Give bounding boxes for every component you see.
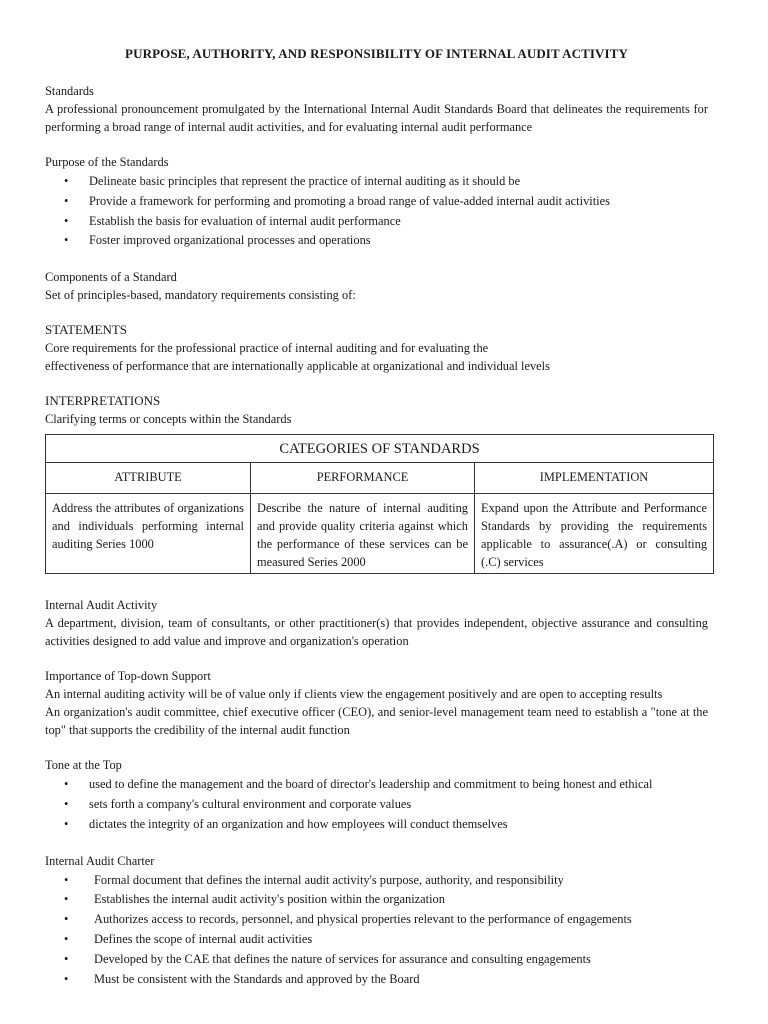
standards-section bbox=[45, 82, 708, 136]
bullet-icon: • bbox=[64, 213, 69, 228]
bullet-icon: • bbox=[64, 777, 69, 792]
cell-implementation: Expand upon the Attribute and Performance Standards by providing the requirements applicable to assurance(.A) or consulting (.C) services bbox=[475, 494, 714, 574]
bullet-icon: • bbox=[64, 816, 69, 831]
interpretations-heading: INTERPRETATIONS bbox=[45, 393, 161, 409]
list-item: • Must be consistent with the Standards and approved by the Board bbox=[45, 970, 708, 990]
list-item: • Formal document that defines the internal audit activity's purpose, authority, and responsibility bbox=[45, 871, 708, 891]
tone-at-top-section bbox=[45, 756, 708, 834]
list-item: • Delineate basic principles that represent the practice of internal auditing as it should be bbox=[45, 172, 708, 192]
tone-at-top-heading: Tone at the Top bbox=[45, 758, 122, 773]
charter-list bbox=[45, 871, 708, 990]
bullet-icon: • bbox=[64, 892, 69, 907]
interpretations-section bbox=[45, 392, 708, 428]
cell-performance: Describe the nature of internal auditing and provide quality criteria against which the performance of these services can be measured Series 2000 bbox=[251, 494, 475, 574]
bullet-icon: • bbox=[64, 174, 69, 188]
table-row bbox=[46, 494, 714, 574]
list-item: • Foster improved organizational processes and operations bbox=[45, 231, 708, 251]
bullet-icon: • bbox=[64, 233, 69, 248]
charter-section bbox=[45, 852, 708, 990]
table-caption: CATEGORIES OF STANDARDS bbox=[46, 435, 714, 463]
document-page bbox=[45, 44, 708, 989]
bullet-icon: • bbox=[64, 193, 69, 208]
list-item: • Defines the scope of internal audit activities bbox=[45, 930, 708, 950]
categories-table bbox=[45, 434, 714, 574]
components-heading: Components of a Standard bbox=[45, 270, 177, 285]
components-section bbox=[45, 268, 708, 304]
standards-text: A professional pronouncement promulgated by the International Internal Audit Standards Board that delineates the requirements for performing a broad range of internal audit activities, and for evaluating internal audit performance bbox=[45, 102, 708, 134]
internal-audit-activity-text: A department, division, team of consultants, or other practitioner(s) that provides independent, objective assurance and consulting activities designed to add value and improve and organization's operation bbox=[45, 616, 708, 649]
statements-heading: STATEMENTS bbox=[45, 322, 128, 338]
list-item: • used to define the management and the board of director's leadership and commitment to being honest and ethical bbox=[45, 775, 708, 795]
cell-attribute: Address the attributes of organizations and individuals performing internal auditing Series 1000 bbox=[46, 494, 251, 574]
document-title: PURPOSE, AUTHORITY, AND RESPONSIBILITY OF INTERNAL AUDIT ACTIVITY bbox=[125, 46, 628, 61]
statements-line-2: effectiveness of performance that are internationally applicable at organizational and individual levels bbox=[45, 359, 550, 374]
charter-heading: Internal Audit Charter bbox=[45, 853, 155, 868]
bullet-icon: • bbox=[64, 931, 69, 946]
statements-section bbox=[45, 321, 708, 375]
column-header-performance: PERFORMANCE bbox=[251, 463, 475, 494]
list-item: • sets forth a company's cultural environment and corporate values bbox=[45, 795, 708, 815]
list-item: • dictates the integrity of an organization and how employees will conduct themselves bbox=[45, 815, 708, 835]
bullet-icon: • bbox=[64, 912, 69, 927]
list-item: • Authorizes access to records, personnel, and physical properties relevant to the performance of engagements bbox=[45, 910, 708, 930]
bullet-icon: • bbox=[64, 971, 69, 986]
standards-heading: Standards bbox=[45, 84, 94, 98]
purpose-list bbox=[45, 172, 708, 251]
list-item: • Establishes the internal audit activity's position within the organization bbox=[45, 890, 708, 910]
internal-audit-activity-section bbox=[45, 596, 708, 650]
column-header-attribute: ATTRIBUTE bbox=[46, 463, 251, 494]
bullet-icon: • bbox=[64, 951, 69, 966]
purpose-heading: Purpose of the Standards bbox=[45, 155, 169, 169]
top-down-support-line-2: An organization's audit committee, chief executive officer (CEO), and senior-level management team need to establish a "tone at the top" that supports the credibility of the internal audit function bbox=[45, 705, 708, 738]
column-header-implementation: IMPLEMENTATION bbox=[475, 463, 714, 494]
statements-line-1: Core requirements for the professional practice of internal auditing and for evaluating the bbox=[45, 341, 489, 356]
list-item: • Provide a framework for performing and promoting a broad range of value-added internal audit activities bbox=[45, 192, 708, 212]
internal-audit-activity-heading: Internal Audit Activity bbox=[45, 598, 158, 613]
list-item: • Establish the basis for evaluation of internal audit performance bbox=[45, 212, 708, 232]
bullet-icon: • bbox=[64, 872, 69, 887]
top-down-support-line-1: An internal auditing activity will be of value only if clients view the engagement positively and are open to accepting results bbox=[45, 687, 663, 702]
purpose-section bbox=[45, 153, 708, 251]
bullet-icon: • bbox=[64, 796, 69, 811]
tone-at-top-list bbox=[45, 775, 708, 834]
components-text: Set of principles-based, mandatory requirements consisting of: bbox=[45, 288, 356, 303]
list-item: • Developed by the CAE that defines the nature of services for assurance and consulting engagements bbox=[45, 950, 708, 970]
interpretations-text: Clarifying terms or concepts within the Standards bbox=[45, 412, 292, 427]
top-down-support-heading: Importance of Top-down Support bbox=[45, 669, 211, 684]
top-down-support-section bbox=[45, 667, 708, 739]
